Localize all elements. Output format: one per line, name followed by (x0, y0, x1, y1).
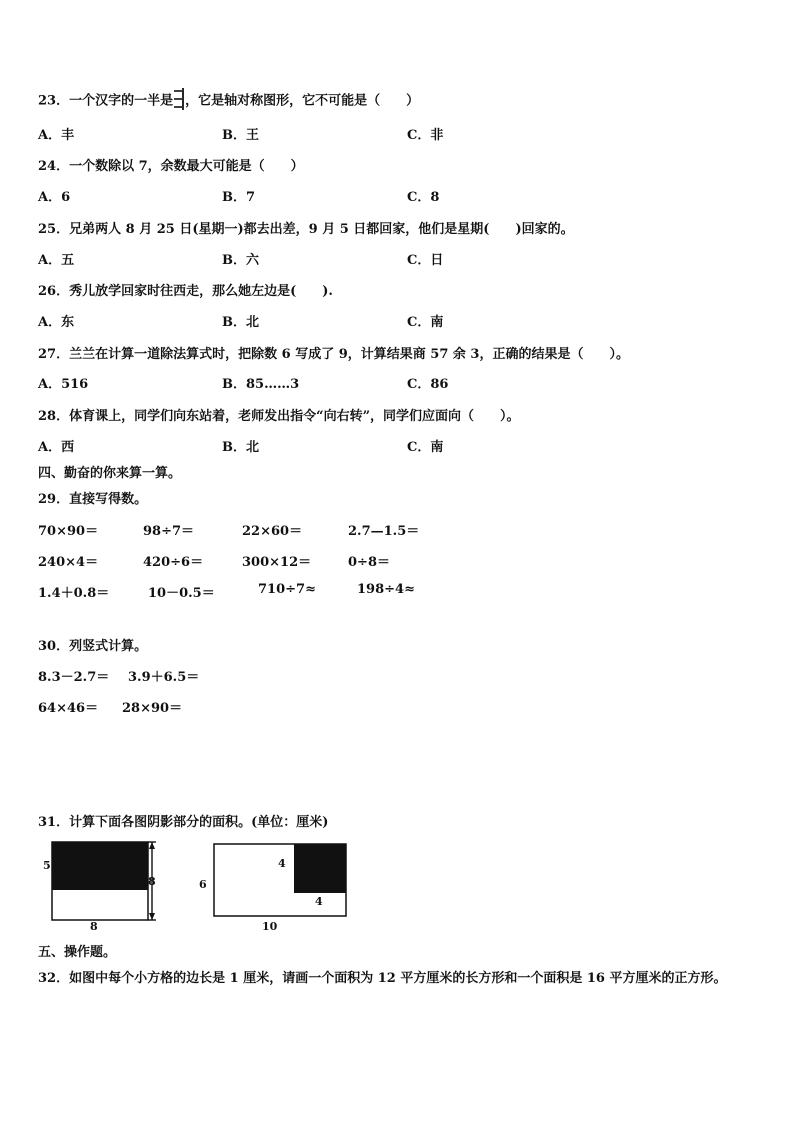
fig2-label-left: 6 (199, 878, 207, 891)
q29-r2-c4: 0÷8＝ (348, 555, 390, 570)
q29-r3-c3: 710÷7≈ (258, 582, 316, 597)
q27-option-a[interactable]: A．516 (38, 377, 89, 392)
q30-r2-c1: 64×46＝ (38, 701, 99, 716)
q28-option-a[interactable]: A．西 (38, 440, 75, 455)
q26-option-a[interactable]: A．东 (38, 315, 75, 330)
fig2-label-bottom: 10 (262, 920, 278, 933)
q29-r3-c4: 198÷4≈ (357, 582, 415, 597)
fig2-label-inner-bottom: 4 (315, 895, 323, 908)
fig1-arrow-up (149, 842, 155, 849)
q23-text (38, 88, 419, 114)
fig1-label-right: 8 (148, 875, 156, 888)
half-character-icon (173, 88, 185, 114)
q29-title: 29．直接写得数。 (38, 492, 148, 507)
q23-option-c[interactable]: C．非 (407, 128, 444, 143)
q26-option-b[interactable]: B．北 (222, 315, 259, 330)
q25-option-c[interactable]: C．日 (407, 253, 444, 268)
q24-option-c[interactable]: C．8 (407, 190, 440, 205)
fig1-label-bottom: 8 (90, 920, 98, 933)
q23-suffix: ，它是轴对称图形，它不可能是（ ） (185, 93, 420, 109)
q31-title: 31．计算下面各图阴影部分的面积。(单位：厘米) (38, 815, 329, 830)
q32-text: 32．如图中每个小方格的边长是 1 厘米，请画一个面积为 12 平方厘米的长方形和一个面积是 16 平方厘米的正方形。 (38, 971, 727, 986)
q30-r1-c2: 3.9＋6.5＝ (128, 670, 200, 685)
q29-r2-c3: 300×12＝ (242, 555, 312, 570)
q25-option-a[interactable]: A．五 (38, 253, 75, 268)
q31-figure-2 (196, 838, 356, 934)
q31-figure-1 (40, 838, 170, 934)
q29-r1-c2: 98÷7＝ (143, 524, 195, 539)
q27-option-c[interactable]: C．86 (407, 377, 449, 392)
q25-option-b[interactable]: B．六 (222, 253, 259, 268)
fig1-shaded-rect (52, 842, 148, 890)
fig2-shaded-square (294, 844, 346, 893)
q29-r3-c1: 1.4＋0.8＝ (38, 586, 110, 601)
q23-option-b[interactable]: B．王 (222, 128, 259, 143)
q29-r2-c1: 240×4＝ (38, 555, 99, 570)
fig1-label-left: 5 (43, 859, 51, 872)
fig1-arrow-down (149, 913, 155, 920)
q30-r1-c1: 8.3－2.7＝ (38, 670, 110, 685)
q28-option-b[interactable]: B．北 (222, 440, 259, 455)
q27-text: 27．兰兰在计算一道除法算式时，把除数 6 写成了 9，计算结果商 57 余 3，正确的结果是（ ）。 (38, 347, 629, 362)
q24-option-b[interactable]: B．7 (222, 190, 256, 205)
q26-text: 26．秀儿放学回家时往西走，那么她左边是( ). (38, 284, 333, 299)
section5-title: 五、操作题。 (38, 945, 117, 960)
q24-text: 24．一个数除以 7，余数最大可能是（ ） (38, 159, 304, 174)
q29-r1-c4: 2.7—1.5＝ (348, 524, 420, 539)
q28-text: 28．体育课上，同学们向东站着，老师发出指令“向右转”，同学们应面向（ ）。 (38, 409, 520, 424)
q30-title: 30．列竖式计算。 (38, 639, 148, 654)
q29-r1-c1: 70×90＝ (38, 524, 99, 539)
q29-r2-c2: 420÷6＝ (143, 555, 204, 570)
q27-option-b[interactable]: B．85……3 (222, 377, 300, 392)
fig2-label-inner-top: 4 (278, 857, 286, 870)
q30-r2-c2: 28×90＝ (122, 701, 183, 716)
q29-r3-c2: 10－0.5＝ (148, 586, 215, 601)
q26-option-c[interactable]: C．南 (407, 315, 444, 330)
q23-option-a[interactable]: A．丰 (38, 128, 75, 143)
q23-prefix: 23．一个汉字的一半是 (38, 93, 174, 109)
section4-title: 四、勤奋的你来算一算。 (38, 466, 182, 481)
q25-text: 25．兄弟两人 8 月 25 日(星期一)都去出差，9 月 5 日都回家，他们是星期( )回家的。 (38, 222, 574, 237)
q24-option-a[interactable]: A．6 (38, 190, 71, 205)
q28-option-c[interactable]: C．南 (407, 440, 444, 455)
q29-r1-c3: 22×60＝ (242, 524, 303, 539)
